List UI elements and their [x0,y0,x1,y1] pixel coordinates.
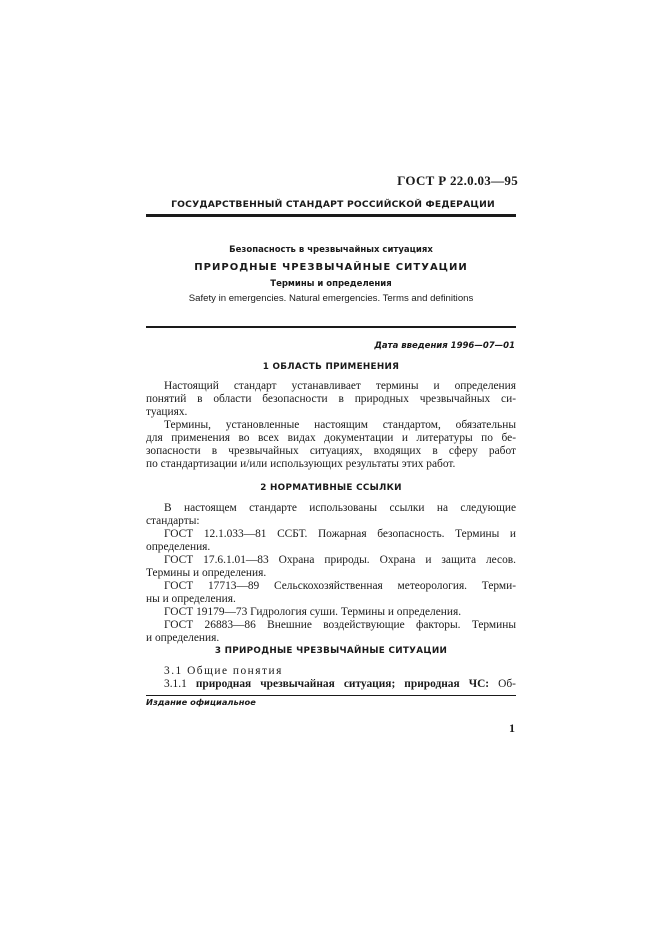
section-heading-1: 1 ОБЛАСТЬ ПРИМЕНЕНИЯ [262,362,400,372]
term-number: 3.1.1 [164,678,187,690]
body-line: понятий в области безопасности в природных чрезвычайных си- [146,393,516,405]
term-continuation: Об- [498,678,516,690]
doc-number: ГОСТ Р 22.0.03—95 [397,173,518,188]
body-line: определения. [146,541,211,553]
body-line: по стандартизации и/или использующих результаты этих работ. [146,458,456,470]
body-line: зопасности в чрезвычайных ситуациях, входящих в сферу работ [146,445,516,457]
body-line: стандарты: [146,515,200,527]
page-number: 1 [509,721,515,735]
title-rule [146,326,516,328]
body-line: В настоящем стандарте использованы ссылки на следующие [164,502,516,514]
body-line: и определения. [146,632,220,644]
body-line: ГОСТ 12.1.033—81 ССБТ. Пожарная безопасность. Термины и [164,528,516,540]
body-line: ГОСТ 19179—73 Гидрология суши. Термины и определения. [164,606,462,618]
body-line: ГОСТ 26883—86 Внешние воздействующие факторы. Термины [164,619,516,631]
subsection-title: 3.1 Общие понятия [164,665,283,677]
body-line: туациях. [146,406,188,418]
subtitle-terms: Термины и определения [270,279,392,289]
effective-date: Дата введения 1996—07—01 [374,341,515,351]
footer-rule [146,695,516,696]
section-heading-2: 2 НОРМАТИВНЫЕ ССЫЛКИ [260,483,402,493]
body-line: Термины и определения. [146,567,267,579]
term-name: природная чрезвычайная ситуация; природная ЧС: [195,678,490,690]
body-line: для применения во всех видах документации и литературы по бе- [146,432,516,444]
body-line: ГОСТ 17713—89 Сельскохозяйственная метеорология. Терми- [164,580,516,592]
edition-label: Издание официальное [146,697,256,707]
main-title: ПРИРОДНЫЕ ЧРЕЗВЫЧАЙНЫЕ СИТУАЦИИ [194,262,468,273]
section-heading-3: 3 ПРИРОДНЫЕ ЧРЕЗВЫЧАЙНЫЕ СИТУАЦИИ [214,646,448,656]
english-title: Safety in emergencies. Natural emergencies. Terms and definitions [188,293,474,304]
state-standard-title: ГОСУДАРСТВЕННЫЙ СТАНДАРТ РОССИЙСКОЙ ФЕДЕРАЦИИ [171,199,495,210]
subsection-heading [146,665,516,678]
body-line: Настоящий стандарт устанавливает термины и определения [164,380,516,392]
term-line [146,678,516,691]
body-line: Термины, установленные настоящим стандартом, обязательны [164,419,516,431]
header-rule [146,214,516,217]
body-line: ны и определения. [146,593,236,605]
body-line: ГОСТ 17.6.1.01—83 Охрана природы. Охрана и защита лесов. [164,554,516,566]
subtitle-safety: Безопасность в чрезвычайных ситуациях [229,245,433,255]
